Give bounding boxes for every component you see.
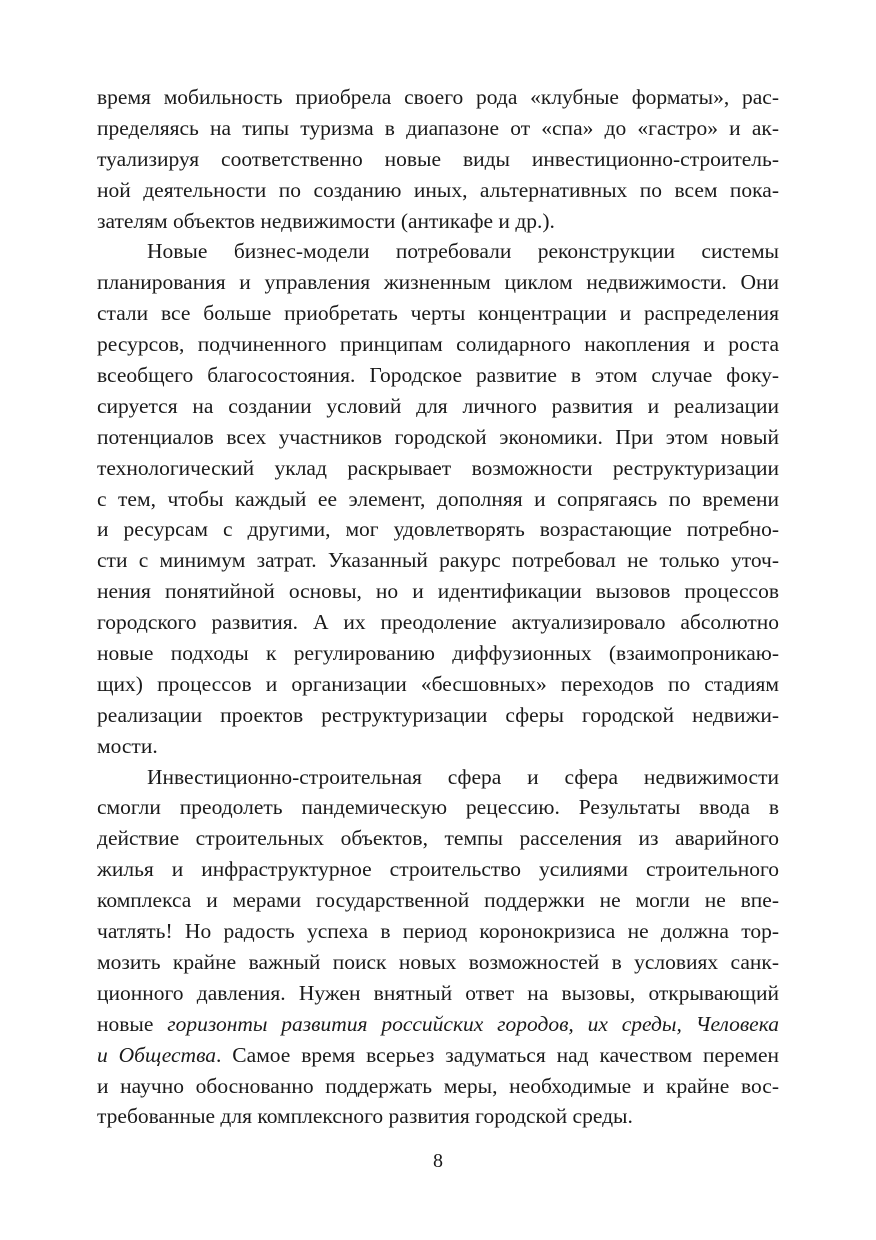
text-line: потенциалов всех участников городской экономики. При этом новый xyxy=(97,424,779,449)
text-line: пределяясь на типы туризма в диапазоне от «спа» до «гастро» и ак- xyxy=(97,115,779,140)
page-number: 8 xyxy=(433,1150,443,1172)
text-line-with-italic xyxy=(97,1040,779,1071)
text-line-with-italic xyxy=(97,1009,779,1040)
text-line: мости. xyxy=(97,733,158,758)
text-line: комплекса и мерами государственной поддержки не могли не впе- xyxy=(97,888,779,913)
text-line: городского развития. А их преодоление актуализировало абсолютно xyxy=(97,610,779,635)
text-line: новые подходы к регулированию диффузионных (взаимопроникаю- xyxy=(97,641,779,666)
paragraph-1 xyxy=(97,82,779,236)
text-line: всеобщего благосостояния. Городское развитие в этом случае фоку- xyxy=(97,363,779,388)
text-line: ной деятельности по созданию иных, альтернативных по всем пока- xyxy=(97,177,779,202)
text-line: стали все больше приобретать черты концентрации и распределения xyxy=(97,301,779,326)
text-line: нения понятийной основы, но и идентификации вызовов процессов xyxy=(97,579,779,604)
text-line: время мобильность приобрела своего рода «клубные форматы», рас- xyxy=(97,85,779,109)
italic-emphasis: горизонты развития российских городов, их среды, Человека xyxy=(167,1011,779,1036)
text-line: ционного давления. Нужен внятный ответ на вызовы, открывающий xyxy=(97,980,779,1005)
text-line: щих) процессов и организации «бесшовных» переходов по стадиям xyxy=(97,671,779,696)
text-segment: . Самое время всерьез задуматься над качеством перемен xyxy=(216,1042,780,1067)
text-line: Новые бизнес-модели потребовали реконструкции системы xyxy=(147,239,779,264)
paragraph-3 xyxy=(97,762,779,1133)
text-line: Инвестиционно-строительная сфера и сфера недвижимости xyxy=(147,764,779,789)
text-line: планирования и управления жизненным циклом недвижимости. Они xyxy=(97,270,779,295)
text-line: смогли преодолеть пандемическую рецессию. Результаты ввода в xyxy=(97,795,779,820)
text-line: туализируя соответственно новые виды инвестиционно-строитель- xyxy=(97,146,779,171)
text-line: мозить крайне важный поиск новых возможностей в условиях санк- xyxy=(97,949,779,974)
text-line: ресурсов, подчиненного принципам солидарного накопления и роста xyxy=(97,332,779,357)
text-line: с тем, чтобы каждый ее элемент, дополняя и сопрягаясь по времени xyxy=(97,486,779,511)
text-line: зателям объектов недвижимости (антикафе и др.). xyxy=(97,208,555,233)
page-body xyxy=(97,82,779,1132)
text-segment: новые xyxy=(97,1011,168,1036)
text-line: сируется на создании условий для личного развития и реализации xyxy=(97,393,779,418)
text-line: и ресурсам с другими, мог удовлетворять возрастающие потребно- xyxy=(97,517,779,542)
text-line: сти с минимум затрат. Указанный ракурс потребовал не только уточ- xyxy=(97,548,779,573)
text-line: чатлять! Но радость успеха в период коронокризиса не должна тор- xyxy=(97,919,779,944)
paragraph-2 xyxy=(97,236,779,761)
text-line: реализации проектов реструктуризации сферы городской недвижи- xyxy=(97,702,779,727)
italic-emphasis: и Общества xyxy=(97,1042,217,1067)
text-line: действие строительных объектов, темпы расселения из аварийного xyxy=(97,826,779,851)
text-line: требованные для комплексного развития городской среды. xyxy=(97,1104,633,1129)
text-line: технологический уклад раскрывает возможности реструктуризации xyxy=(97,455,779,480)
text-line: и научно обоснованно поддержать меры, необходимые и крайне вос- xyxy=(97,1073,779,1098)
text-line: жилья и инфраструктурное строительство усилиями строительного xyxy=(97,857,779,882)
